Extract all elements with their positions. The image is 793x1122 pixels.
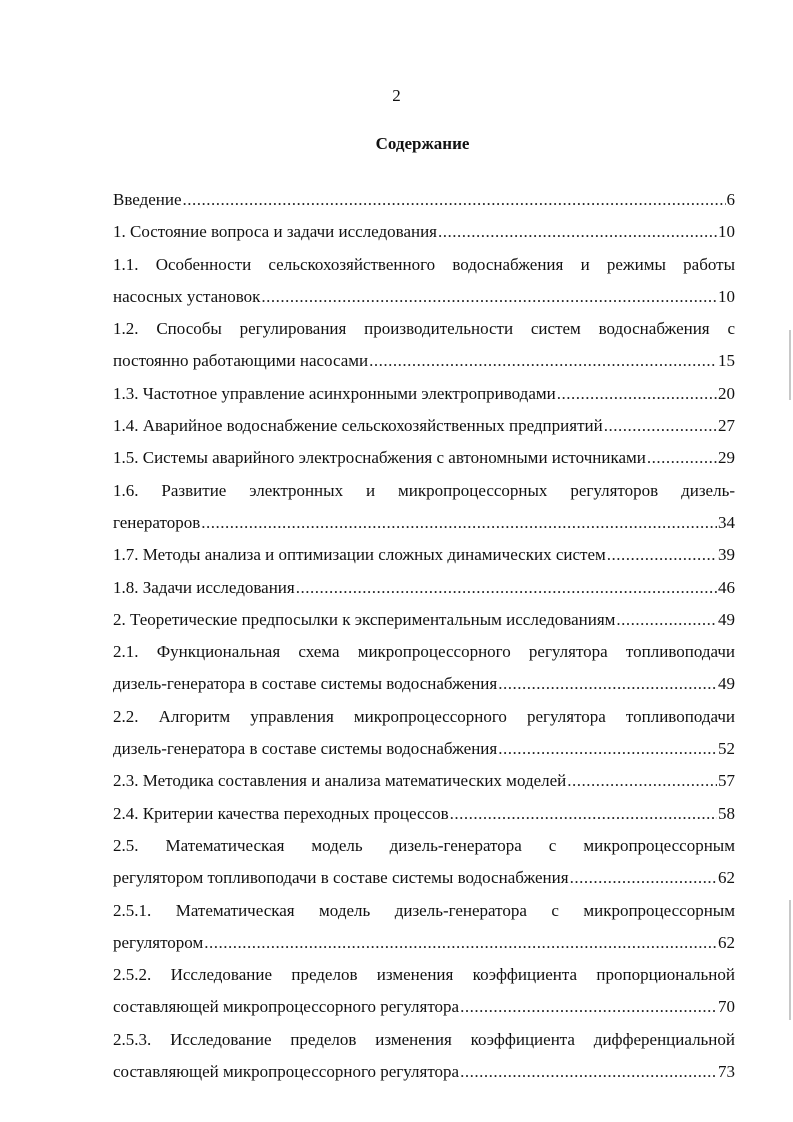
table-of-contents — [113, 184, 735, 1088]
toc-entry-text: 2.4. Критерии качества переходных процессов — [113, 803, 449, 823]
dot-leader — [201, 507, 717, 539]
toc-entry-line — [113, 733, 735, 765]
dot-leader — [498, 733, 717, 765]
dot-leader — [570, 862, 717, 894]
toc-entry-text: 1.6. Развитие электронных и микропроцессорных регуляторов дизель- — [113, 480, 735, 500]
toc-entry-text: 1.7. Методы анализа и оптимизации сложных динамических систем — [113, 545, 606, 565]
toc-entry-text: 2.3. Методика составления и анализа математических моделей — [113, 771, 567, 791]
toc-entry — [113, 701, 735, 766]
toc-entry-line — [113, 862, 735, 894]
toc-page-number: 62 — [718, 932, 735, 952]
dot-leader — [607, 539, 717, 571]
toc-page-number: 58 — [718, 803, 735, 823]
toc-entry — [113, 830, 735, 895]
page-number: 2 — [392, 86, 401, 105]
toc-entry-text: регулятором — [113, 932, 204, 952]
toc-entry — [113, 959, 735, 1024]
toc-entry — [113, 410, 735, 442]
dot-leader — [438, 216, 717, 248]
toc-entry-text: дизель-генератора в составе системы водоснабжения — [113, 739, 498, 759]
toc-entry-text: 1.1. Особенности сельскохозяйственного водоснабжения и режимы работы — [113, 254, 735, 274]
toc-page-number: 62 — [718, 868, 735, 888]
toc-page-number: 10 — [718, 286, 735, 306]
toc-entry — [113, 798, 735, 830]
toc-entry-text: составляющей микропроцессорного регулятора — [113, 997, 460, 1017]
toc-entry-line — [113, 668, 735, 700]
toc-entry — [113, 184, 735, 216]
dot-leader — [460, 991, 717, 1023]
toc-page-number: 49 — [718, 674, 735, 694]
toc-page-number: 6 — [726, 190, 735, 209]
toc-page-number: 29 — [718, 448, 735, 468]
dot-leader — [498, 668, 717, 700]
toc-entry-text: 1.4. Аварийное водоснабжение сельскохозяйственных предприятий — [113, 416, 603, 436]
toc-entry-line — [113, 410, 735, 442]
toc-entry-text: 1.2. Способы регулирования производительности систем водоснабжения с — [113, 319, 735, 339]
toc-entry-line — [113, 798, 735, 830]
toc-entry-line — [113, 216, 735, 248]
toc-page-number: 57 — [718, 771, 735, 791]
toc-entry — [113, 636, 735, 701]
toc-page-number: 34 — [718, 512, 735, 532]
toc-entry-text: 2.5.1. Математическая модель дизель-генератора с микропроцессорным — [113, 900, 735, 920]
toc-entry-line — [113, 991, 735, 1023]
toc-entry — [113, 765, 735, 797]
dot-leader — [647, 442, 717, 474]
dot-leader — [557, 378, 717, 410]
toc-entry-line — [113, 184, 735, 216]
dot-leader — [183, 184, 726, 216]
page-title: Содержание — [375, 134, 470, 153]
toc-entry-text: регулятором топливоподачи в составе системы водоснабжения — [113, 868, 569, 888]
toc-entry-text: 2.1. Функциональная схема микропроцессорного регулятора топливоподачи — [113, 642, 735, 662]
toc-entry-text: дизель-генератора в составе системы водоснабжения — [113, 674, 498, 694]
toc-page-number: 73 — [718, 1062, 735, 1082]
toc-entry — [113, 895, 735, 960]
toc-entry-line — [113, 604, 735, 636]
dot-leader — [261, 281, 717, 313]
toc-entry-text: генераторов — [113, 512, 201, 532]
toc-entry-line — [113, 1056, 735, 1088]
toc-entry-line — [113, 442, 735, 474]
dot-leader — [604, 410, 717, 442]
toc-entry-text: 2.5.2. Исследование пределов изменения коэффициента пропорциональной — [113, 965, 735, 985]
toc-entry-text: составляющей микропроцессорного регулятора — [113, 1062, 460, 1082]
toc-entry — [113, 539, 735, 571]
toc-entry-text: 2. Теоретические предпосылки к экспериментальным исследованиям — [113, 609, 616, 629]
toc-entry — [113, 442, 735, 474]
toc-entry-line — [113, 345, 735, 377]
toc-entry-text: 2.5. Математическая модель дизель-генератора с микропроцессорным — [113, 835, 735, 855]
toc-page-number: 70 — [718, 997, 735, 1017]
toc-entry-line — [113, 572, 735, 604]
toc-entry — [113, 378, 735, 410]
toc-entry-text: 1.3. Частотное управление асинхронными электроприводами — [113, 383, 556, 403]
toc-page-number: 49 — [718, 609, 735, 629]
toc-page-number: 27 — [718, 416, 735, 436]
scan-edge-mark — [789, 900, 791, 1020]
toc-entry-text: 2.2. Алгоритм управления микропроцессорного регулятора топливоподачи — [113, 706, 735, 726]
toc-entry-text: 2.5.3. Исследование пределов изменения коэффициента дифференциальной — [113, 1029, 735, 1049]
toc-page-number: 15 — [718, 351, 735, 371]
dot-leader — [296, 572, 717, 604]
dot-leader — [460, 1056, 717, 1088]
toc-entry — [113, 1024, 735, 1089]
toc-entry — [113, 313, 735, 378]
scan-edge-mark — [789, 330, 791, 400]
toc-entry-line — [113, 765, 735, 797]
toc-entry-text: постоянно работающими насосами — [113, 351, 369, 371]
dot-leader — [450, 798, 717, 830]
toc-entry-line — [113, 927, 735, 959]
toc-entry — [113, 216, 735, 248]
toc-page-number: 39 — [718, 545, 735, 565]
toc-entry-text: насосных установок — [113, 286, 261, 306]
toc-page-number: 46 — [718, 577, 735, 597]
toc-entry-line — [113, 281, 735, 313]
toc-entry — [113, 475, 735, 540]
dot-leader — [369, 345, 717, 377]
dot-leader — [616, 604, 717, 636]
toc-entry-line — [113, 539, 735, 571]
toc-page-number: 10 — [718, 222, 735, 242]
toc-entry — [113, 604, 735, 636]
dot-leader — [204, 927, 717, 959]
toc-page-number: 52 — [718, 739, 735, 759]
toc-entry-line — [113, 378, 735, 410]
dot-leader — [567, 765, 717, 797]
toc-entry-text: 1.5. Системы аварийного электроснабжения с автономными источниками — [113, 448, 646, 468]
toc-entry-line — [113, 507, 735, 539]
toc-entry — [113, 249, 735, 314]
toc-entry-text: 1. Состояние вопроса и задачи исследования — [113, 222, 438, 242]
toc-entry-text: Введение — [113, 190, 182, 209]
toc-page-number: 20 — [718, 383, 735, 403]
toc-entry-text: 1.8. Задачи исследования — [113, 577, 295, 597]
toc-entry — [113, 572, 735, 604]
